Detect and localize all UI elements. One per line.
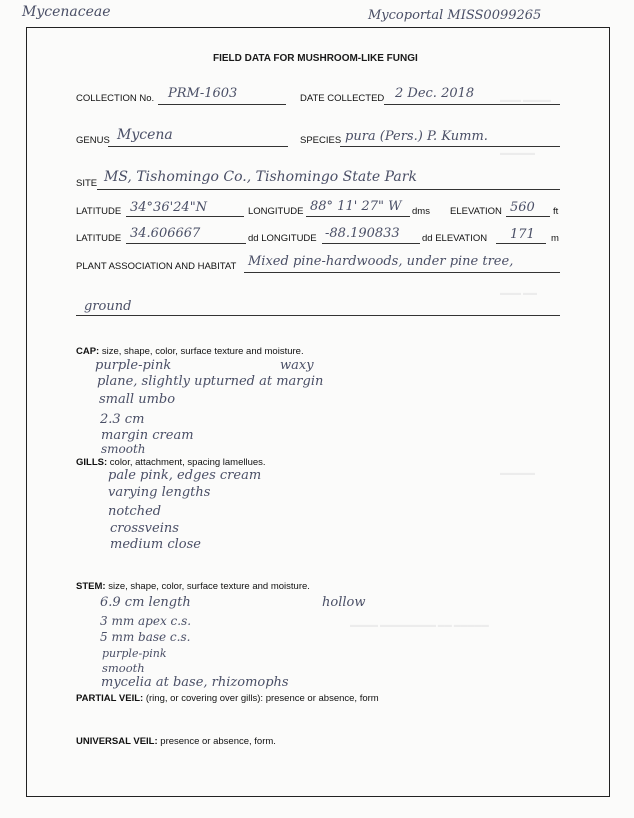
species-value: pura (Pers.) P. Kumm. [345,129,488,144]
family-annotation: Mycenaceae [22,4,111,20]
dd-elevation-label: dd ELEVATION [422,233,488,244]
stem-note: smooth [102,661,145,675]
gills-note: notched [108,504,162,519]
site-label: SITE [76,178,98,189]
cap-note: margin cream [101,428,194,443]
gills-note: varying lengths [108,485,211,500]
stem-note: 6.9 cm length [100,595,191,610]
stem-note: 3 mm apex c.s. [100,614,192,628]
site-value: MS, Tishomingo Co., Tishomingo State Park [104,169,417,185]
stem-note: 5 mm base c.s. [100,630,191,644]
gills-note: medium close [110,537,201,552]
latitude-dms-label: LATITUDE [76,206,122,217]
bleed-through-text: ▬▬▬▬▬ [500,470,535,477]
latitude-dms-value: 34°36'24"N [130,200,208,215]
bleed-through-text: ▬▬▬ ▬▬▬▬ [500,97,551,104]
elevation-ft-label: ELEVATION [450,206,502,217]
longitude-dd-value: -88.190833 [325,226,400,241]
elevation-ft-value: 560 [510,200,535,215]
bleed-through-text: ▬▬▬ ▬▬ [500,290,537,297]
bleed-through-text: ▬▬▬▬ ▬▬▬▬▬▬▬▬ ▬▬ ▬▬▬▬▬ [350,622,489,629]
elevation-m-value: 171 [510,227,535,242]
ft-unit: ft [553,206,559,217]
bleed-through-text: ▬▬▬▬▬ [500,150,535,157]
collection-label: COLLECTION No. [76,93,155,104]
cap-note: plane, slightly upturned at margin [97,374,324,389]
stem-section-label: STEM: size, shape, color, surface texture and moisture. [76,581,310,592]
latitude-dd-label: LATITUDE [76,233,122,244]
cap-note: smooth [101,442,146,456]
catalog-annotation: Mycoportal MISS0099265 [368,8,542,23]
latitude-dd-value: 34.606667 [130,226,201,241]
genus-value: Mycena [117,127,173,143]
genus-label: GENUS [76,135,110,146]
gills-note: crossveins [110,521,179,536]
partial-veil-label: PARTIAL VEIL: (ring, or covering over gills): presence or absence, form [76,693,379,704]
date-label: DATE COLLECTED [300,93,385,104]
collection-value: PRM-1603 [168,86,238,101]
dms-unit: dms [412,206,430,217]
cap-note-right: waxy [280,358,314,373]
cap-note: 2.3 cm [100,412,145,427]
cap-note: small umbo [99,392,176,407]
stem-note-right: hollow [322,595,366,610]
form-title: FIELD DATA FOR MUSHROOM-LIKE FUNGI [213,53,418,64]
universal-veil-label: UNIVERSAL VEIL: presence or absence, form. [76,736,276,747]
stem-note: mycelia at base, rhizomophs [101,675,289,690]
habitat-label: PLANT ASSOCIATION AND HABITAT [76,261,237,272]
gills-section-label: GILLS: color, attachment, spacing lamellues. [76,457,266,468]
date-value: 2 Dec. 2018 [395,86,475,101]
species-label: SPECIES [300,135,342,146]
cap-section-label: CAP: size, shape, color, surface texture and moisture. [76,346,304,357]
habitat-value-line2: ground [84,299,132,314]
longitude-dms-value: 88° 11' 27" W [310,199,402,214]
m-unit: m [551,233,559,244]
cap-note: purple-pink [95,358,172,373]
stem-note: purple-pink [102,647,167,660]
habitat-value: Mixed pine-hardwoods, under pine tree, [248,254,514,269]
dd-longitude-label: dd LONGITUDE [248,233,317,244]
gills-note: pale pink, edges cream [108,468,262,483]
longitude-dms-label: LONGITUDE [248,206,304,217]
